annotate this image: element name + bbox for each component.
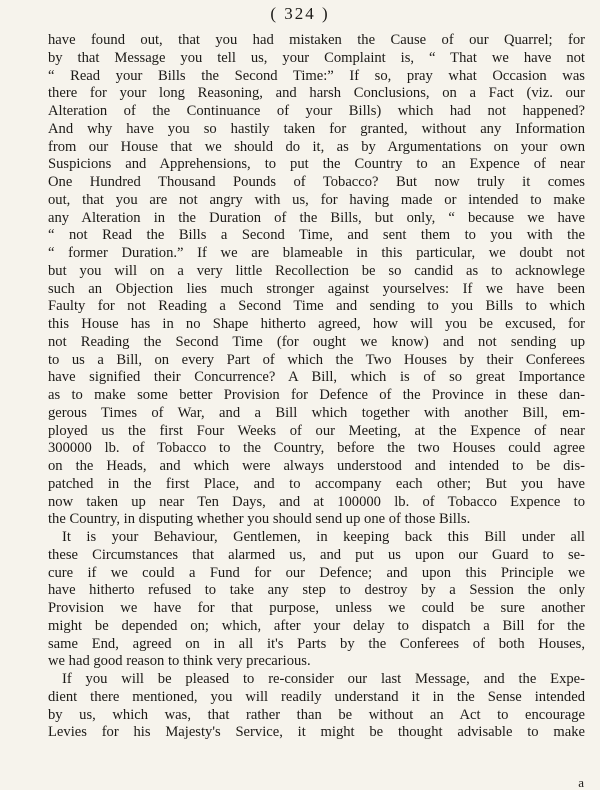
text-line: Provision we have for that purpose, unless we could be sure another xyxy=(48,600,585,616)
text-line: cure if we could a Fund for our Defence; and upon this Principle we xyxy=(48,564,585,581)
text-line: “ former Duration.” If we are blameable in this particular, we doubt not xyxy=(48,245,585,261)
text-line: might be depended on; which, after your delay to dispatch a Bill for the xyxy=(48,617,585,634)
text-line: gerous Times of War, and a Bill which together with another Bill, em- xyxy=(48,404,585,421)
catchword: a xyxy=(578,775,584,790)
text-line: on the Heads, and which were always understood and intended to be dis- xyxy=(48,458,585,474)
text-line: there for your long Reasoning, and harsh Conclusions, on a Fact (viz. our xyxy=(48,85,585,102)
text-line: ployed us the first Four Weeks of our Meeting, at the Expence of near xyxy=(48,422,585,439)
text-line: have signified their Concurrence? A Bill, which is of so great Importance xyxy=(48,369,585,386)
text-line: Faulty for not Reading a Second Time and sending to you Bills to which xyxy=(48,298,585,315)
paragraph-2 xyxy=(48,529,585,671)
text-line: by that Message you tell us, your Complaint is, “ That we have not xyxy=(48,49,585,66)
page-number: ( 324 ) xyxy=(270,4,330,23)
text-line: out, that you are not angry with us, for having made or intended to make xyxy=(48,191,585,208)
text-line: such an Objection lies much stronger against yourselves: If we have been xyxy=(48,280,585,297)
text-line: “ not Read the Bills a Second Time, and sent them to you with the xyxy=(48,227,585,244)
text-line: to us a Bill, on every Part of which the Two Houses by their Conferees xyxy=(48,351,585,368)
text-line: but you will on a very little Recollection be so candid as to acknowlege xyxy=(48,262,585,279)
text-line: dient there mentioned, you will readily understand it in the Sense intended xyxy=(48,688,585,705)
text-line: Suspicions and Apprehensions, to put the Country to an Expence of near xyxy=(48,156,585,173)
text-line: by us, which was, that rather than be without an Act to encourage xyxy=(48,706,585,723)
text-line: this House has in no Shape hitherto agreed, how will you be excused, for xyxy=(48,316,585,332)
text-line: these Circumstances that alarmed us, and put us upon our Guard to se- xyxy=(48,546,585,563)
body-text xyxy=(48,32,585,742)
text-line: now taken up near Ten Days, and at 100000 lb. of Tobacco Expence to xyxy=(48,493,585,510)
text-line: patched in the first Place, and to accompany each other; But you have xyxy=(48,475,585,492)
text-line: If you will be pleased to re-consider our last Message, and the Expe- xyxy=(62,671,585,687)
paragraph-1 xyxy=(48,32,585,529)
text-line: same End, agreed on in all it's Parts by the Conferees of both Houses, xyxy=(48,635,585,652)
text-line: And why have you so hastily taken for granted, without any Information xyxy=(48,120,585,137)
text-line: It is your Behaviour, Gentlemen, in keeping back this Bill under all xyxy=(62,529,585,545)
text-line: Levies for his Majesty's Service, it might be thought advisable to make xyxy=(48,724,585,741)
text-line: “ Read your Bills the Second Time:” If so, pray what Occasion was xyxy=(48,67,585,84)
text-line: have hitherto refused to take any step to destroy by a Session the only xyxy=(48,582,585,599)
text-line: One Hundred Thousand Pounds of Tobacco? But now truly it comes xyxy=(48,174,585,190)
text-line: any Alteration in the Duration of the Bills, but only, “ because we have xyxy=(48,209,585,226)
text-line: Alteration of the Continuance of your Bills) which had not happened? xyxy=(48,103,585,119)
text-line: have found out, that you had mistaken the Cause of our Quarrel; for xyxy=(48,32,585,48)
text-line: the Country, in disputing whether you should send up one of those Bills. xyxy=(48,511,471,528)
text-line: 300000 lb. of Tobacco to the Country, before the two Houses could agree xyxy=(48,440,585,457)
text-line: we had good reason to think very precarious. xyxy=(48,653,311,670)
text-line: as to make some better Provision for Defence of the Province in these dan- xyxy=(48,387,585,403)
text-line: not Reading the Second Time (for ought we know) and not sending up xyxy=(48,333,585,350)
paragraph-3 xyxy=(48,671,585,742)
text-line: from our House that we should do it, as by Argumentations on your own xyxy=(48,138,585,155)
